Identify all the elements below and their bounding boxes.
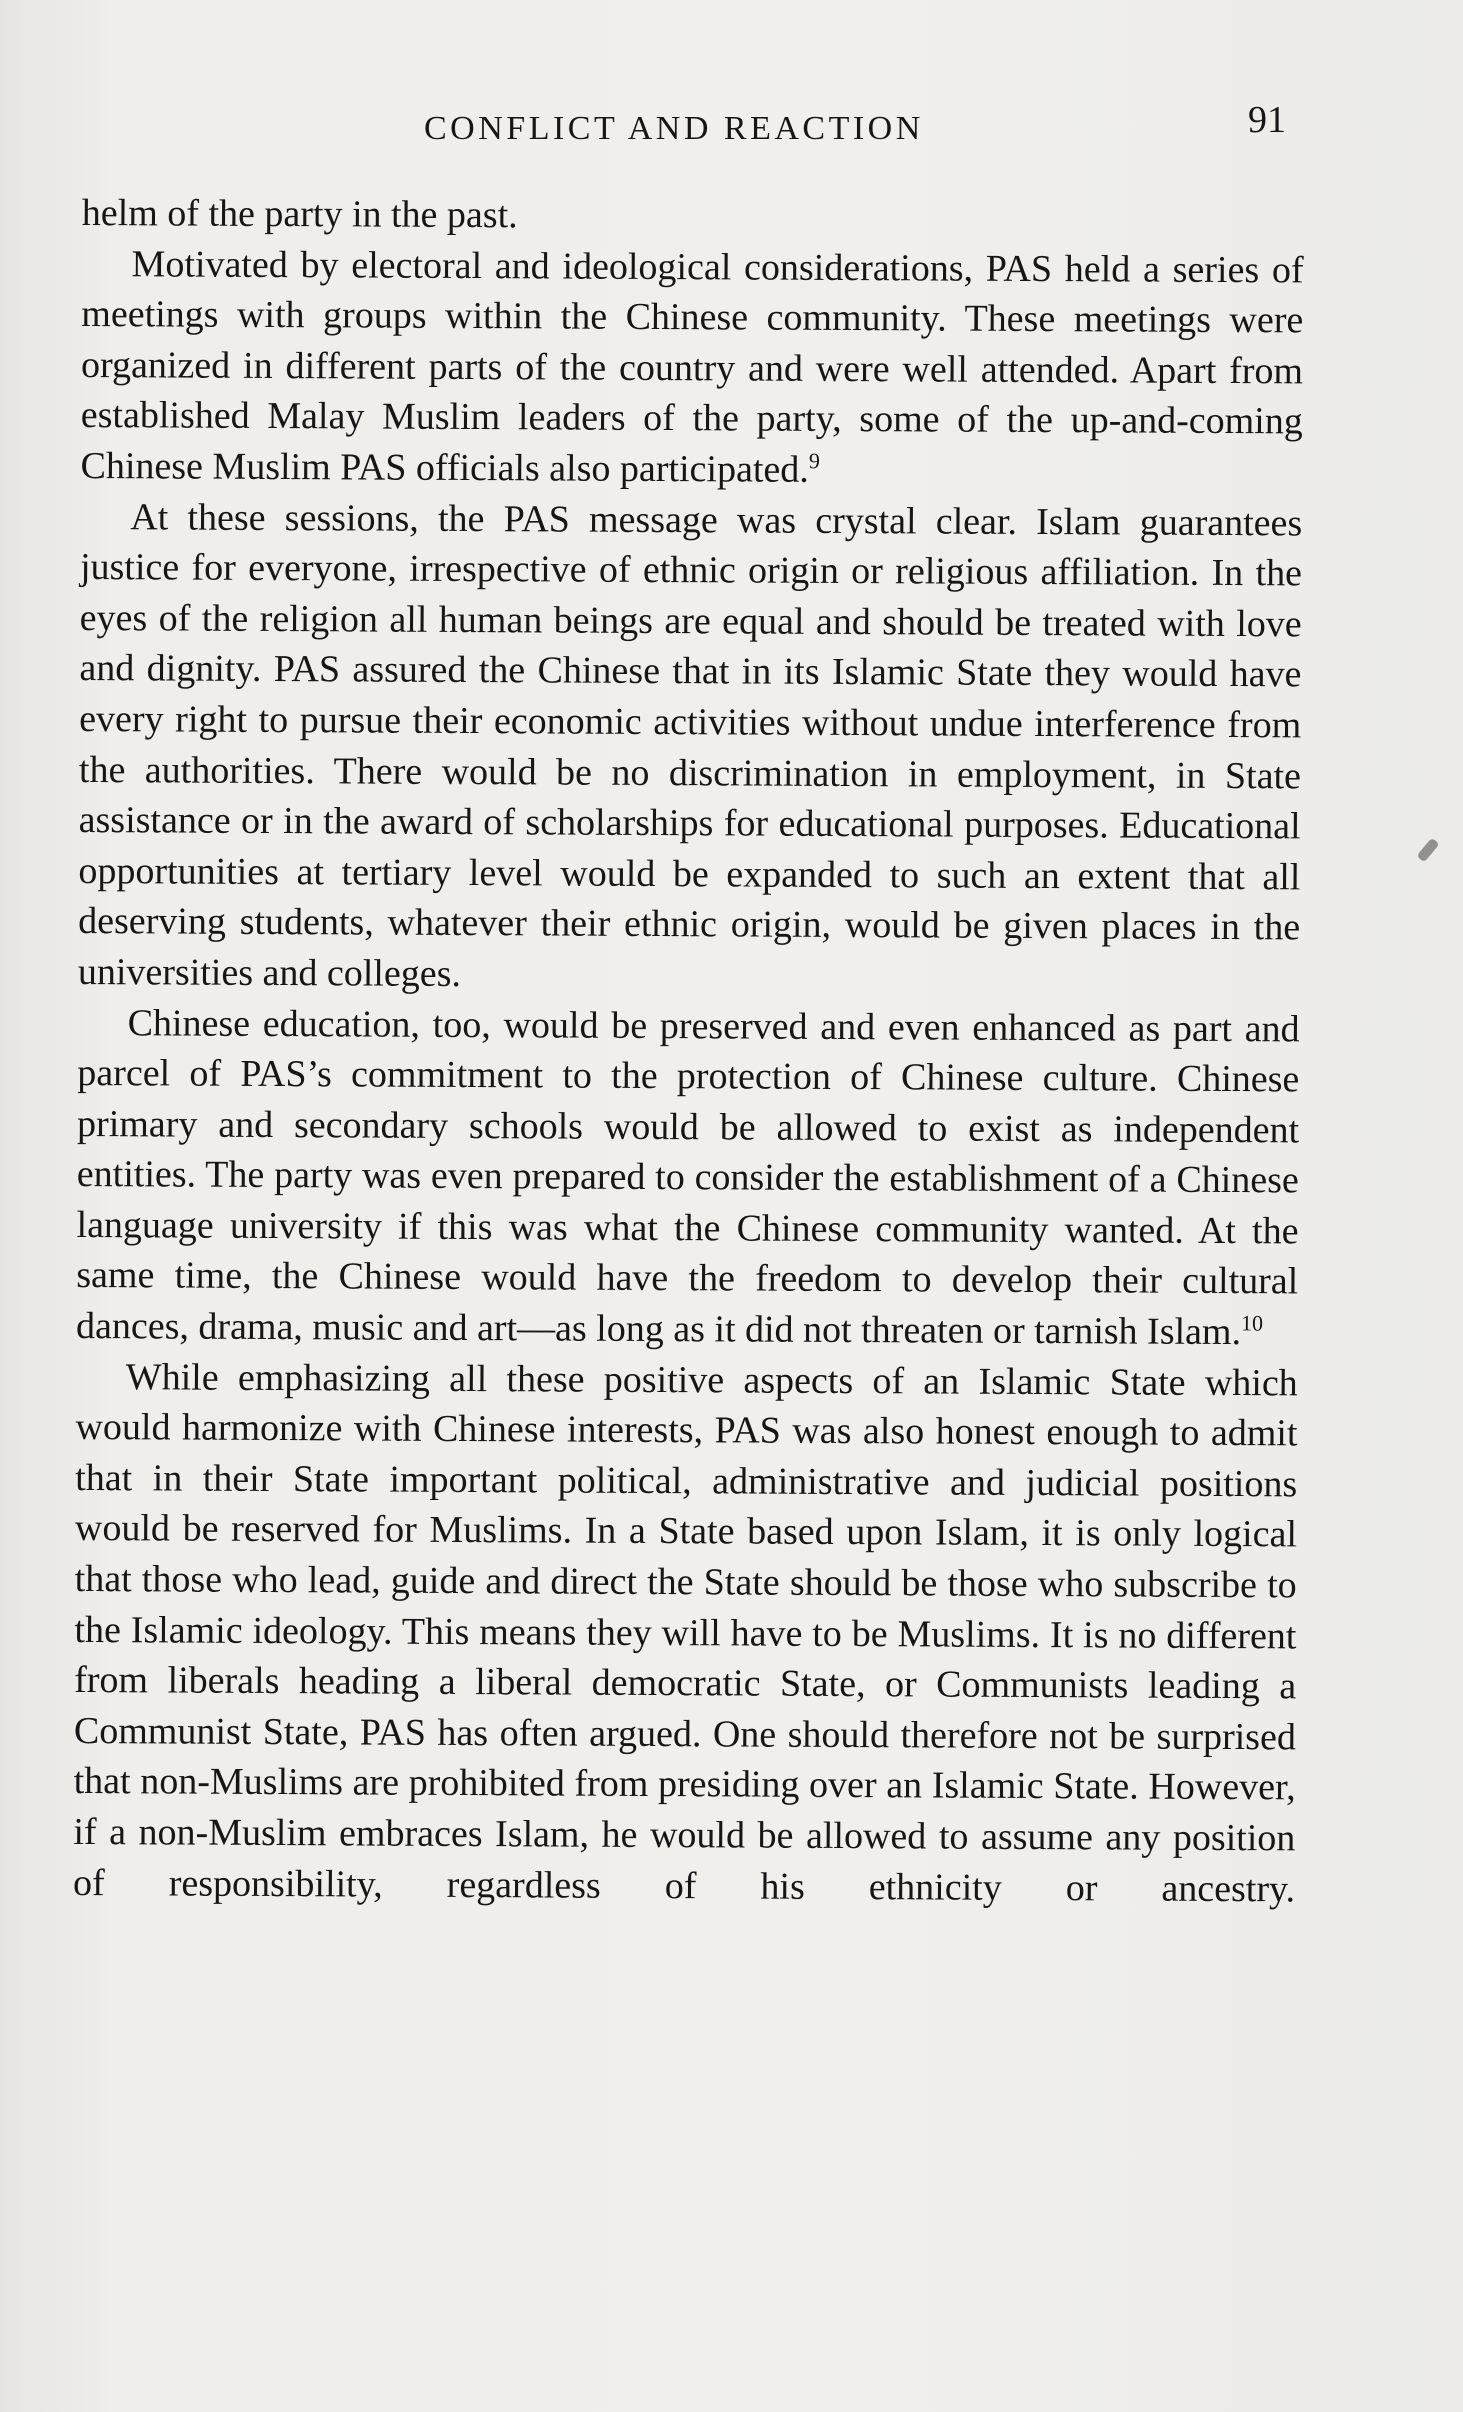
footnote-marker: 10 (1241, 1310, 1264, 1336)
paragraph (73, 1352, 1298, 1915)
body-text (71, 188, 1304, 2274)
paragraph-text: At these sessions, the PAS message was crystal clear. Islam guarantees justice for everyone, irrespective of ethnic origin or religious affiliation. In the eyes of the religion all human beings are equal and should be treated with love and dignity. PAS assured the Chinese that in its Islamic State they would have every right to pursue their economic activities without undue interference from the authorities. There would be no discrimination in employment, in State assistance or in the award of scholarships for educational purposes. Educational opportunities at tertiary level would be expanded to such an extent that all deserving students, whatever their ethnic origin, would be given places in the universities and colleges. (77, 495, 1303, 995)
paragraph-text: helm of the party in the past. (81, 191, 518, 237)
footnote-marker: 9 (808, 448, 820, 474)
paragraph-text: While emphasizing all these positive aspects of an Islamic State which would harmonize with Chinese interests, PAS was also honest enough to admit that in their State important political, administrative and judicial positions would be reserved for Muslims. In a State based upon Islam, it is only logical that those who lead, guide and direct the State should be those who subscribe to the Islamic ideology. This means they will have to be Muslims. It is no different from liberals heading a liberal democratic State, or Communists leading a Communist State, PAS has often argued. One should therefore not be surprised that non-Muslims are prohibited from presiding over an Islamic State. However, if a non-Muslim embraces Islam, he would be allowed to assume any position of responsibility, regardless of his ethnicity or ancestry. (73, 1355, 1298, 1910)
paragraph-text: Chinese education, too, would be preserved and even enhanced as part and parcel of PAS’s commitment to the protection of Chinese culture. Chinese primary and secondary schools would be allowed to exist as independent entities. The party was even prepared to consider the establishment of a Chinese language university if this was what the Chinese community wanted. At the same time, the Chinese would have the freedom to develop their cultural dances, drama, music and art—as long as it did not threaten or tarnish Islam. (75, 1001, 1300, 1354)
paragraph-text: Motivated by electoral and ideological considerations, PAS held a series of meetings with groups within the Chinese community. These meetings were organized in different parts of the country and were well attended. Apart from established Malay Muslim leaders of the party, some of the up-and-coming Chinese Muslim PAS officials also participated. (80, 242, 1304, 491)
running-head: CONFLICT AND REACTION (424, 110, 924, 147)
paragraph-continuation (82, 188, 1304, 245)
paragraph (80, 239, 1303, 498)
pencil-mark (1416, 838, 1439, 863)
page-header (0, 98, 1463, 158)
page-number: 91 (1248, 99, 1286, 141)
paragraph (76, 997, 1300, 1358)
paragraph (78, 492, 1303, 1004)
